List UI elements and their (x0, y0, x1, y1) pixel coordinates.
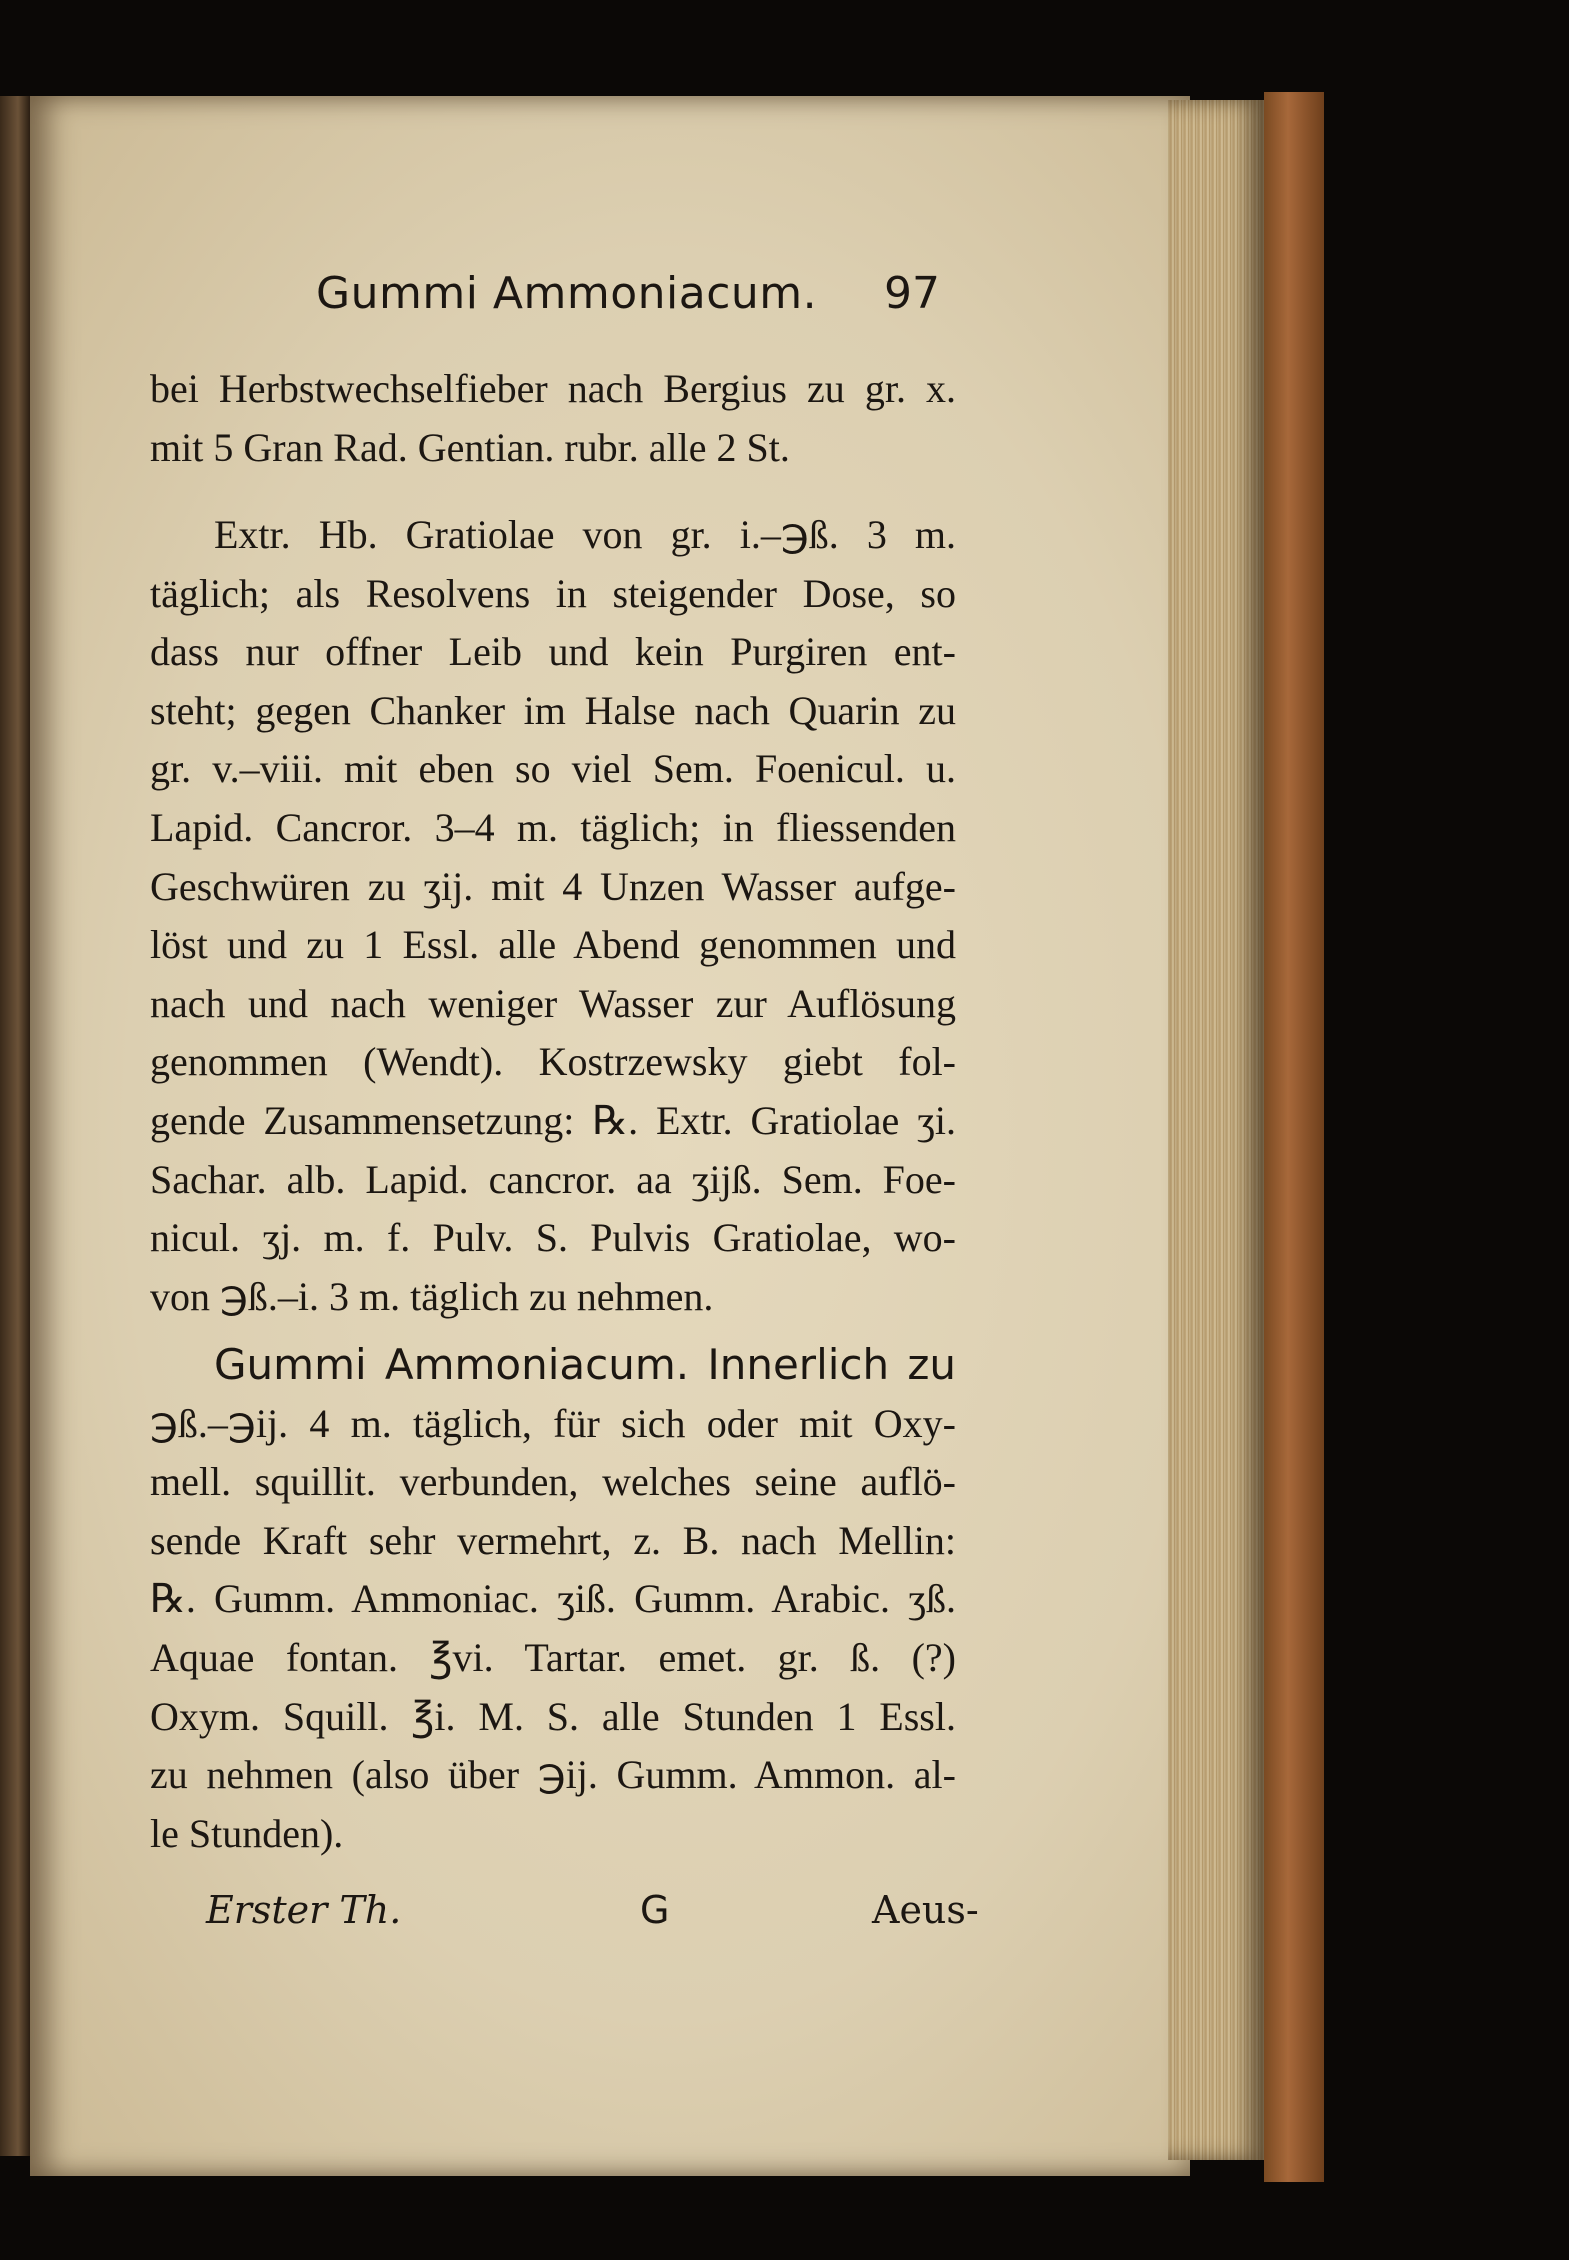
page-edges (1168, 100, 1264, 2160)
text-line: genommen (Wendt). Kostrzewsky giebt fol- (150, 1039, 956, 1085)
text-line: Geschwüren zu ʒij. mit 4 Unzen Wasser aufge- (150, 863, 956, 909)
text-line: mell. squillit. verbunden, welches seine auflö- (150, 1459, 956, 1505)
text-line: dass nur offner Leib und kein Purgiren ent- (150, 629, 956, 675)
text-line: steht; gegen Chanker im Halse nach Quarin zu (150, 687, 956, 733)
text-line: Sachar. alb. Lapid. cancror. aa ʒijß. Sem. Foe- (150, 1156, 956, 1202)
page-number: 97 (884, 268, 940, 319)
text-line: Aquae fontan. ℥vi. Tartar. emet. gr. ß. (?) (150, 1634, 956, 1680)
section-heading-line: Gummi Ammoniacum. Innerlich zu (214, 1340, 956, 1389)
text-line: bei Herbstwechselfieber nach Bergius zu gr. x. (150, 366, 956, 411)
text-line: sende Kraft sehr vermehrt, z. B. nach Mellin: (150, 1517, 956, 1563)
text-line: gr. v.–viii. mit eben so viel Sem. Foenicul. u. (150, 746, 956, 792)
text-line: von ℈ß.–i. 3 m. täglich zu nehmen. (150, 1273, 714, 1319)
text-line: ℈ß.–℈ij. 4 m. täglich, für sich oder mit Oxy- (150, 1400, 956, 1446)
signature-letter: G (640, 1888, 670, 1932)
printer-signature: Erster Th. (206, 1888, 402, 1932)
left-page-edge (0, 96, 30, 2156)
catchword: Aeus- (872, 1888, 979, 1932)
text-line: Lapid. Cancror. 3–4 m. täglich; in fliessenden (150, 804, 956, 850)
paragraph-3 (150, 1336, 956, 1863)
paragraph-2 (150, 506, 956, 1326)
text-line: Oxym. Squill. ℥i. M. S. alle Stunden 1 Essl. (150, 1693, 956, 1739)
text-line: le Stunden). (150, 1810, 344, 1856)
running-title: Gummi Ammoniacum. (316, 268, 818, 319)
text-line: täglich; als Resolvens in steigender Dose, so (150, 570, 956, 616)
paragraph-1 (150, 360, 956, 477)
text-line: löst und zu 1 Essl. alle Abend genommen und (150, 922, 956, 968)
text-line: ℞. Gumm. Ammoniac. ʒiß. Gumm. Arabic. ʒß. (150, 1576, 956, 1622)
text-line: nicul. ʒj. m. f. Pulv. S. Pulvis Gratiolae, wo- (150, 1215, 956, 1261)
book-cover-edge (1264, 92, 1324, 2182)
text-line: zu nehmen (also über ℈ij. Gumm. Ammon. al- (150, 1752, 956, 1798)
text-line: Extr. Hb. Gratiolae von gr. i.–℈ß. 3 m. (214, 512, 956, 557)
text-line: nach und nach weniger Wasser zur Auflösung (150, 980, 956, 1026)
text-line: gende Zusammensetzung: ℞. Extr. Gratiolae ʒi. (150, 1097, 956, 1143)
text-line: mit 5 Gran Rad. Gentian. rubr. alle 2 St. (150, 424, 790, 470)
